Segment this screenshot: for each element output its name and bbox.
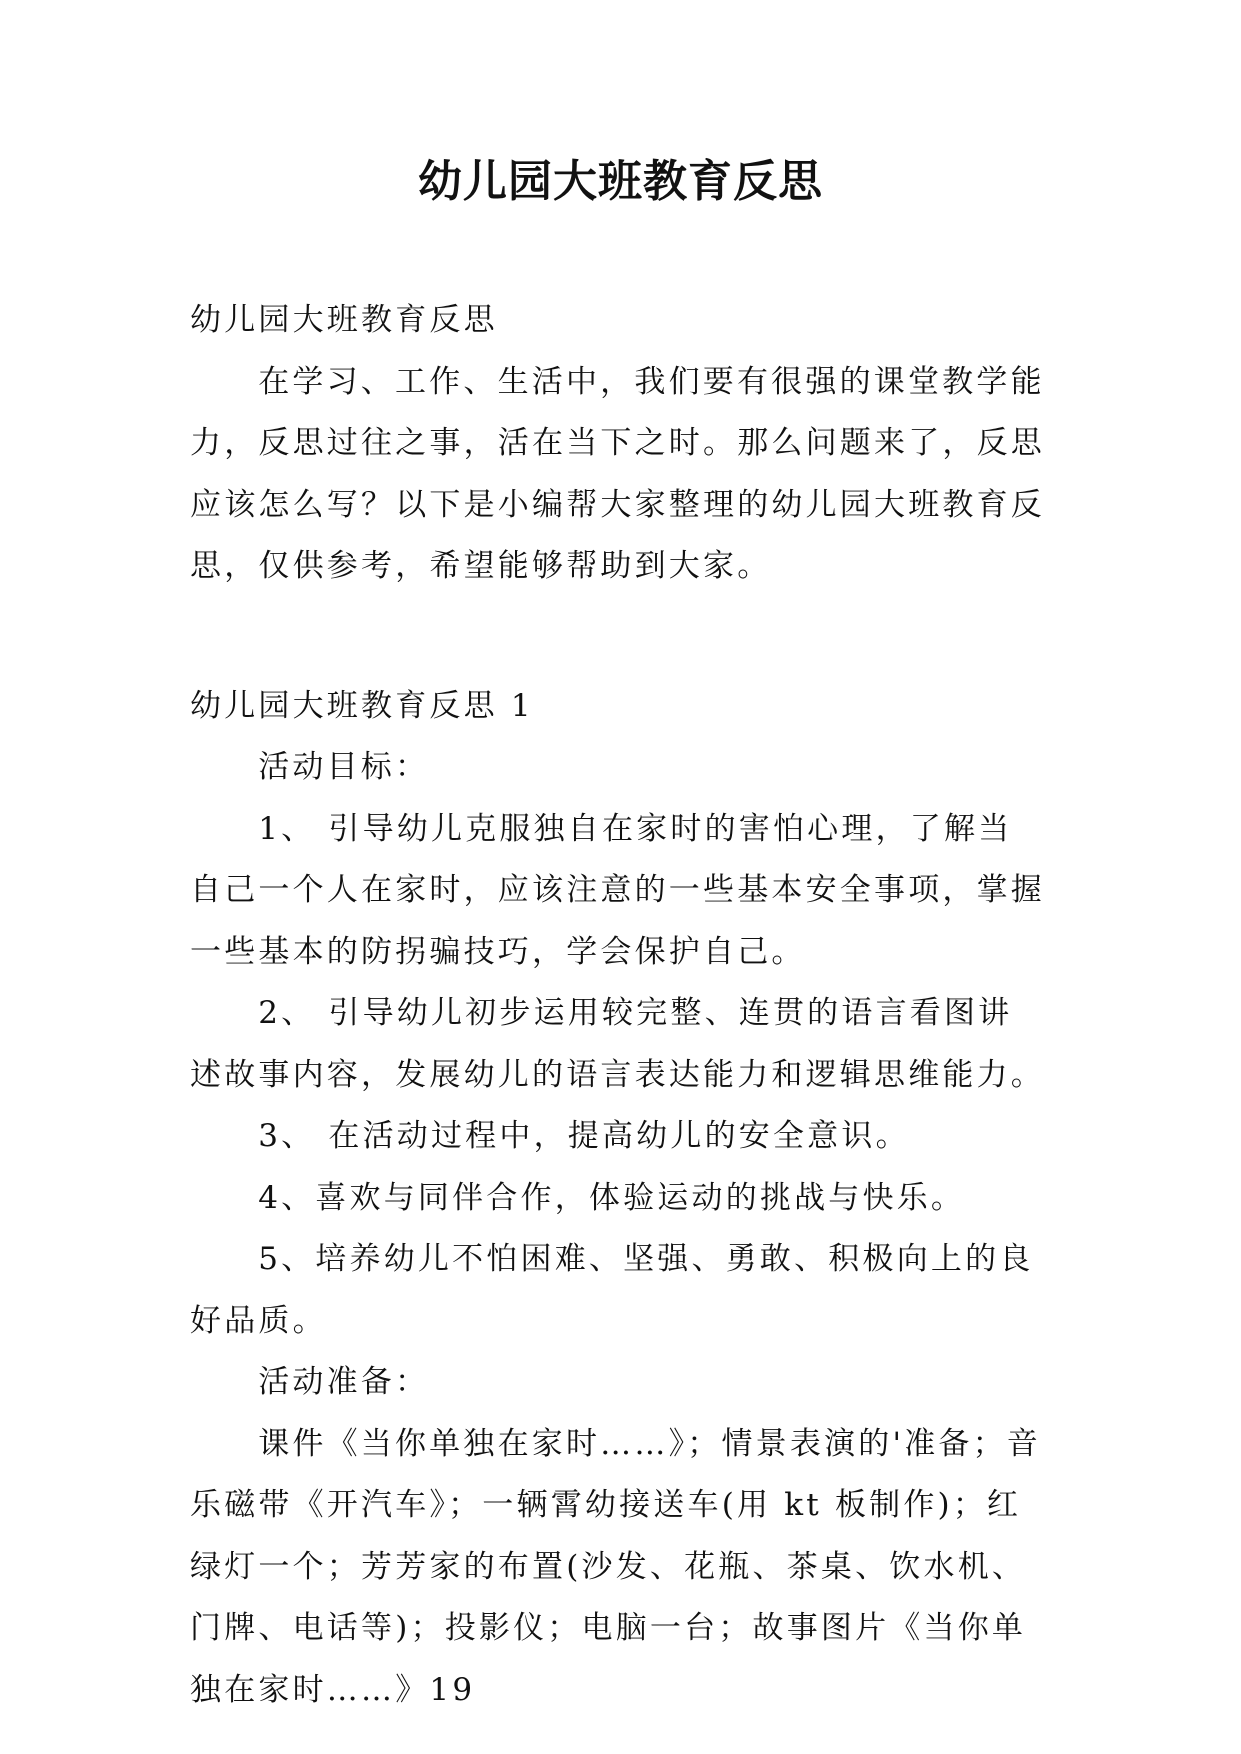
goals-label: 活动目标： <box>258 749 430 785</box>
intro-paragraph: 在学习、工作、生活中，我们要有很强的课堂教学能力，反思过往之事，活在当下之时。那么问题来了，反思应该怎么写？以下是小编帮大家整理的幼儿园大班教育反思，仅供参考，希望能够帮助到大家。 <box>190 363 1045 584</box>
document-subtitle: 幼儿园大班教育反思 <box>190 302 498 338</box>
goal-item-4: 4、喜欢与同伴合作，体验运动的挑战与快乐。 <box>258 1179 966 1216</box>
prep-label: 活动准备： <box>258 1364 430 1400</box>
section-spacer <box>190 598 1046 676</box>
goal-item-3: 3、 在活动过程中，提高幼儿的安全意识。 <box>258 1118 910 1154</box>
document-body <box>190 290 1046 1721</box>
goal-item-1: 1、 引导幼儿克服独自在家时的害怕心理，了解当自己一个人在家时，应该注意的一些基本安全事项，掌握一些基本的防拐骗技巧，学会保护自己。 <box>190 810 1045 970</box>
prep-paragraph: 课件《当你单独在家时……》；情景表演的'准备；音乐磁带《开汽车》；一辆霄幼接送车(用 kt 板制作)；红绿灯一个；芳芳家的布置(沙发、花瓶、茶桌、饮水机、门牌、电话等)；投影仪；电脑一台；故事图片《当你单独在家时……》19 <box>190 1425 1042 1708</box>
document-title: 幼儿园大班教育反思 <box>418 156 823 207</box>
section-heading: 幼儿园大班教育反思 1 <box>190 687 534 724</box>
goal-item-5: 5、培养幼儿不怕困难、坚强、勇敢、积极向上的良好品质。 <box>190 1241 1034 1339</box>
goal-item-2: 2、 引导幼儿初步运用较完整、连贯的语言看图讲述故事内容，发展幼儿的语言表达能力和逻辑思维能力。 <box>190 995 1045 1093</box>
